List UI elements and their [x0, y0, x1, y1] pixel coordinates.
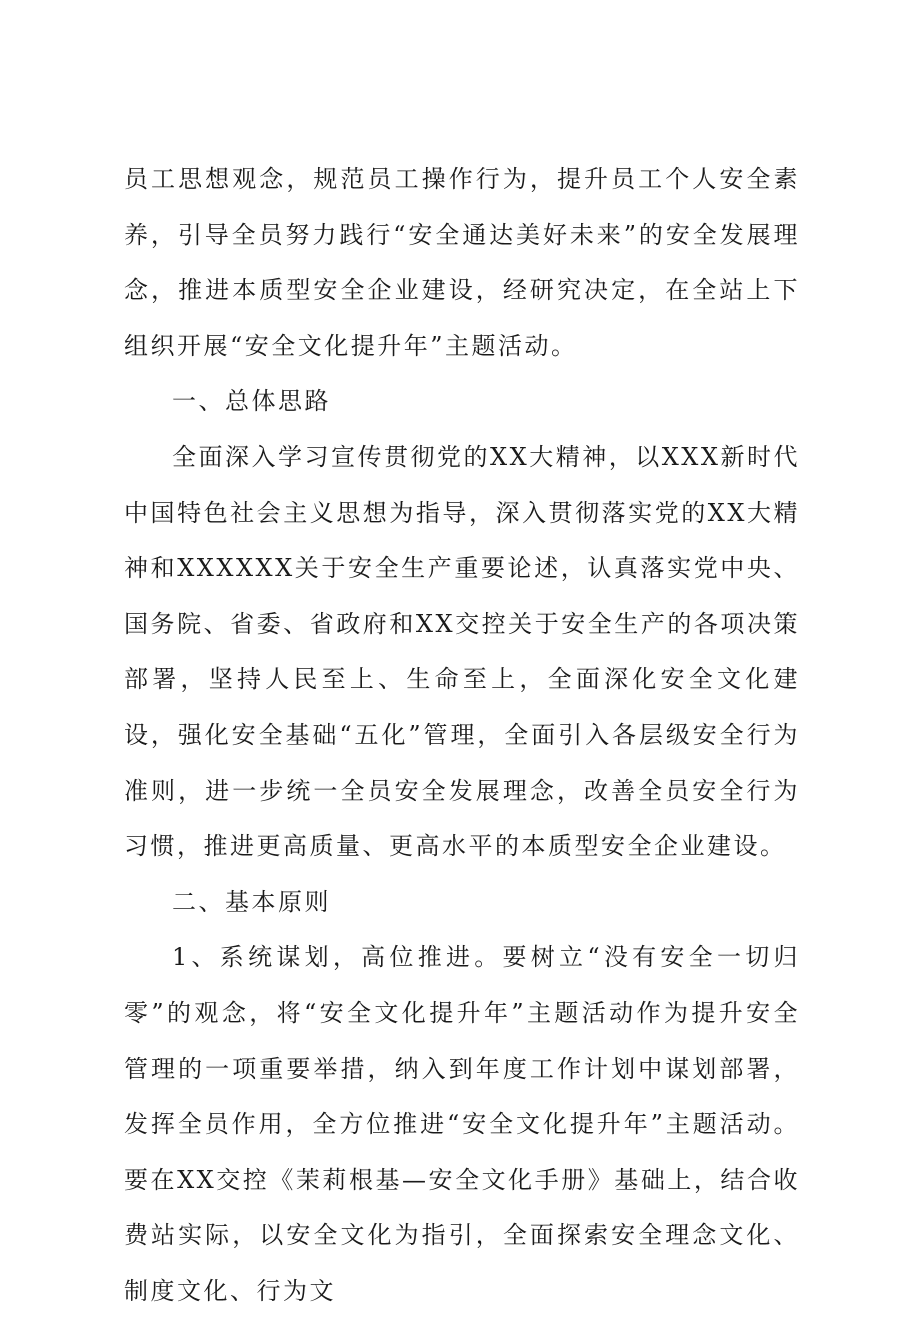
section-heading-overall-approach: 一、总体思路 [172, 387, 331, 416]
section-heading-basic-principles: 二、基本原则 [172, 887, 331, 916]
paragraph-overall-approach: 全面深入学习宣传贯彻党的XX大精神，以XXX新时代中国特色社会主义思想为指导，深入贯彻落实党的XX大精神和XXXXXX关于安全生产重要论述，认真落实党中央、国务院、省委、省政府和XX交控关于安全生产的各项决策部署，坚持人民至上、生命至上，全面深化安全文化建设，强化安全基础“五化”管理，全面引入各层级安全行为准则，进一步统一全员安全发展理念，改善全员安全行为习惯，推进更高质量、更高水平的本质型安全企业建设。 [124, 442, 800, 861]
document-body [124, 152, 800, 1319]
paragraph-principle-1: 1、系统谋划，高位推进。要树立“没有安全一切归零”的观念，将“安全文化提升年”主题活动作为提升安全管理的一项重要举措，纳入到年度工作计划中谋划部署，发挥全员作用，全方位推进“安全文化提升年”主题活动。要在XX交控《茉莉根基—安全文化手册》基础上，结合收费站实际，以安全文化为指引，全面探索安全理念文化、制度文化、行为文 [124, 943, 800, 1305]
paragraph-continuation: 员工思想观念，规范员工操作行为，提升员工个人安全素养，引导全员努力践行“安全通达美好未来”的安全发展理念，推进本质型安全企业建设，经研究决定，在全站上下组织开展“安全文化提升年”主题活动。 [124, 165, 800, 360]
